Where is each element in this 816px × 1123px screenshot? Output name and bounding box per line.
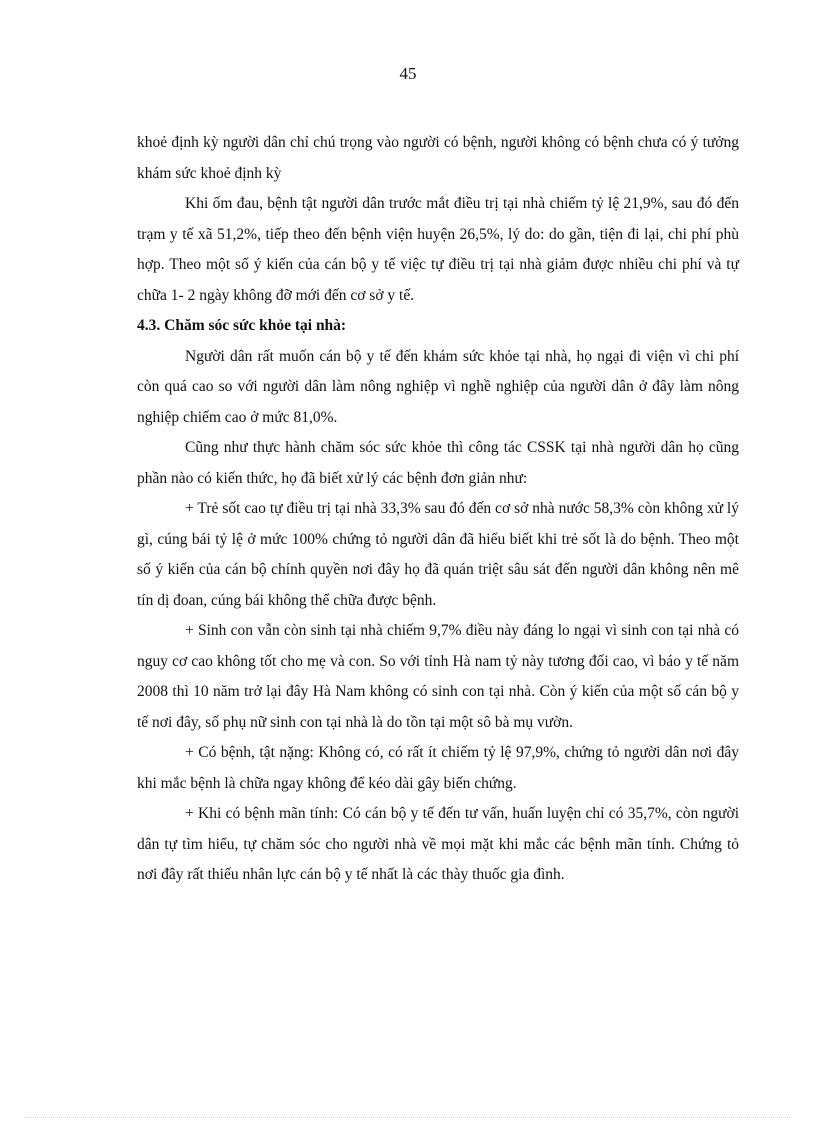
paragraph-severe-illness: + Có bệnh, tật nặng: Không có, có rất ít chiếm tỷ lệ 97,9%, chứng tỏ người dân nơi đây khi mắc bệnh là chữa ngay không để kéo dài gây biến chứng. <box>137 744 739 792</box>
page-bottom-divider <box>24 1117 792 1118</box>
paragraph-home-care-knowledge: Cũng như thực hành chăm sóc sức khỏe thì công tác CSSK tại nhà người dân họ cũng phần nào có kiến thức, họ đã biết xử lý các bệnh đơn giản như: <box>137 439 739 487</box>
page-number: 45 <box>399 64 417 83</box>
section-heading-4-3: 4.3. Chăm sóc sức khỏe tại nhà: <box>137 317 347 334</box>
paragraph-home-birth: + Sinh con vẫn còn sinh tại nhà chiếm 9,7% điều này đáng lo ngại vì sinh con tại nhà có nguy cơ cao không tốt cho mẹ và con. So với tỉnh Hà nam tỷ này tương đối cao, vì báo y tế năm 2008 thì 10 năm trở lại đây Hà Nam không có sinh con tại nhà. Còn ý kiến của một số cán bộ y tế nơi đây, số phụ nữ sinh con tại nhà là do tồn tại một sô bà mụ vườn. <box>137 622 739 731</box>
paragraph-continuation: khoẻ định kỳ người dân chỉ chú trọng vào người có bệnh, người không có bệnh chưa có ý tưởng khám sức khoẻ định kỳ <box>137 134 739 182</box>
document-body <box>137 128 739 891</box>
paragraph-treatment-when-sick: Khi ốm đau, bệnh tật người dân trước mắt điều trị tại nhà chiếm tỷ lệ 21,9%, sau đó đến trạm y tế xã 51,2%, tiếp theo đến bệnh viện huyện 26,5%, lý do: do gần, tiện đi lại, chi phí phù hợp. Theo một số ý kiến của cán bộ y tế việc tự điều trị tại nhà giảm được nhiều chi phí và tự chữa 1- 2 ngày không đỡ mới đến cơ sở y tế. <box>137 195 739 304</box>
paragraph-child-fever: + Trẻ sốt cao tự điều trị tại nhà 33,3% sau đó đến cơ sở nhà nước 58,3% còn không xử lý gì, cúng bái tỷ lệ ở mức 100% chứng tỏ người dân đã hiểu biết khi trẻ sốt là do bệnh. Theo một số ý kiến của cán bộ chính quyền nơi đây họ đã quán triệt sâu sát đến người dân không nên mê tín dị đoan, cúng bái không thể chữa được bệnh. <box>137 500 739 609</box>
paragraph-chronic-illness: + Khi có bệnh mãn tính: Có cán bộ y tế đến tư vấn, huấn luyện chỉ có 35,7%, còn người dân tự tìm hiểu, tự chăm sóc cho người nhà về mọi mặt khi mắc các bệnh mãn tính. Chứng tỏ nơi đây rất thiếu nhân lực cán bộ y tế nhất là các thày thuốc gia đình. <box>137 805 739 883</box>
paragraph-home-visits: Người dân rất muốn cán bộ y tế đến khám sức khỏe tại nhà, họ ngại đi viện vì chi phí còn quá cao so với người dân làm nông nghiệp vì nghề nghiệp của người dân ở đây làm nông nghiệp chiếm cao ở mức 81,0%. <box>137 347 739 426</box>
